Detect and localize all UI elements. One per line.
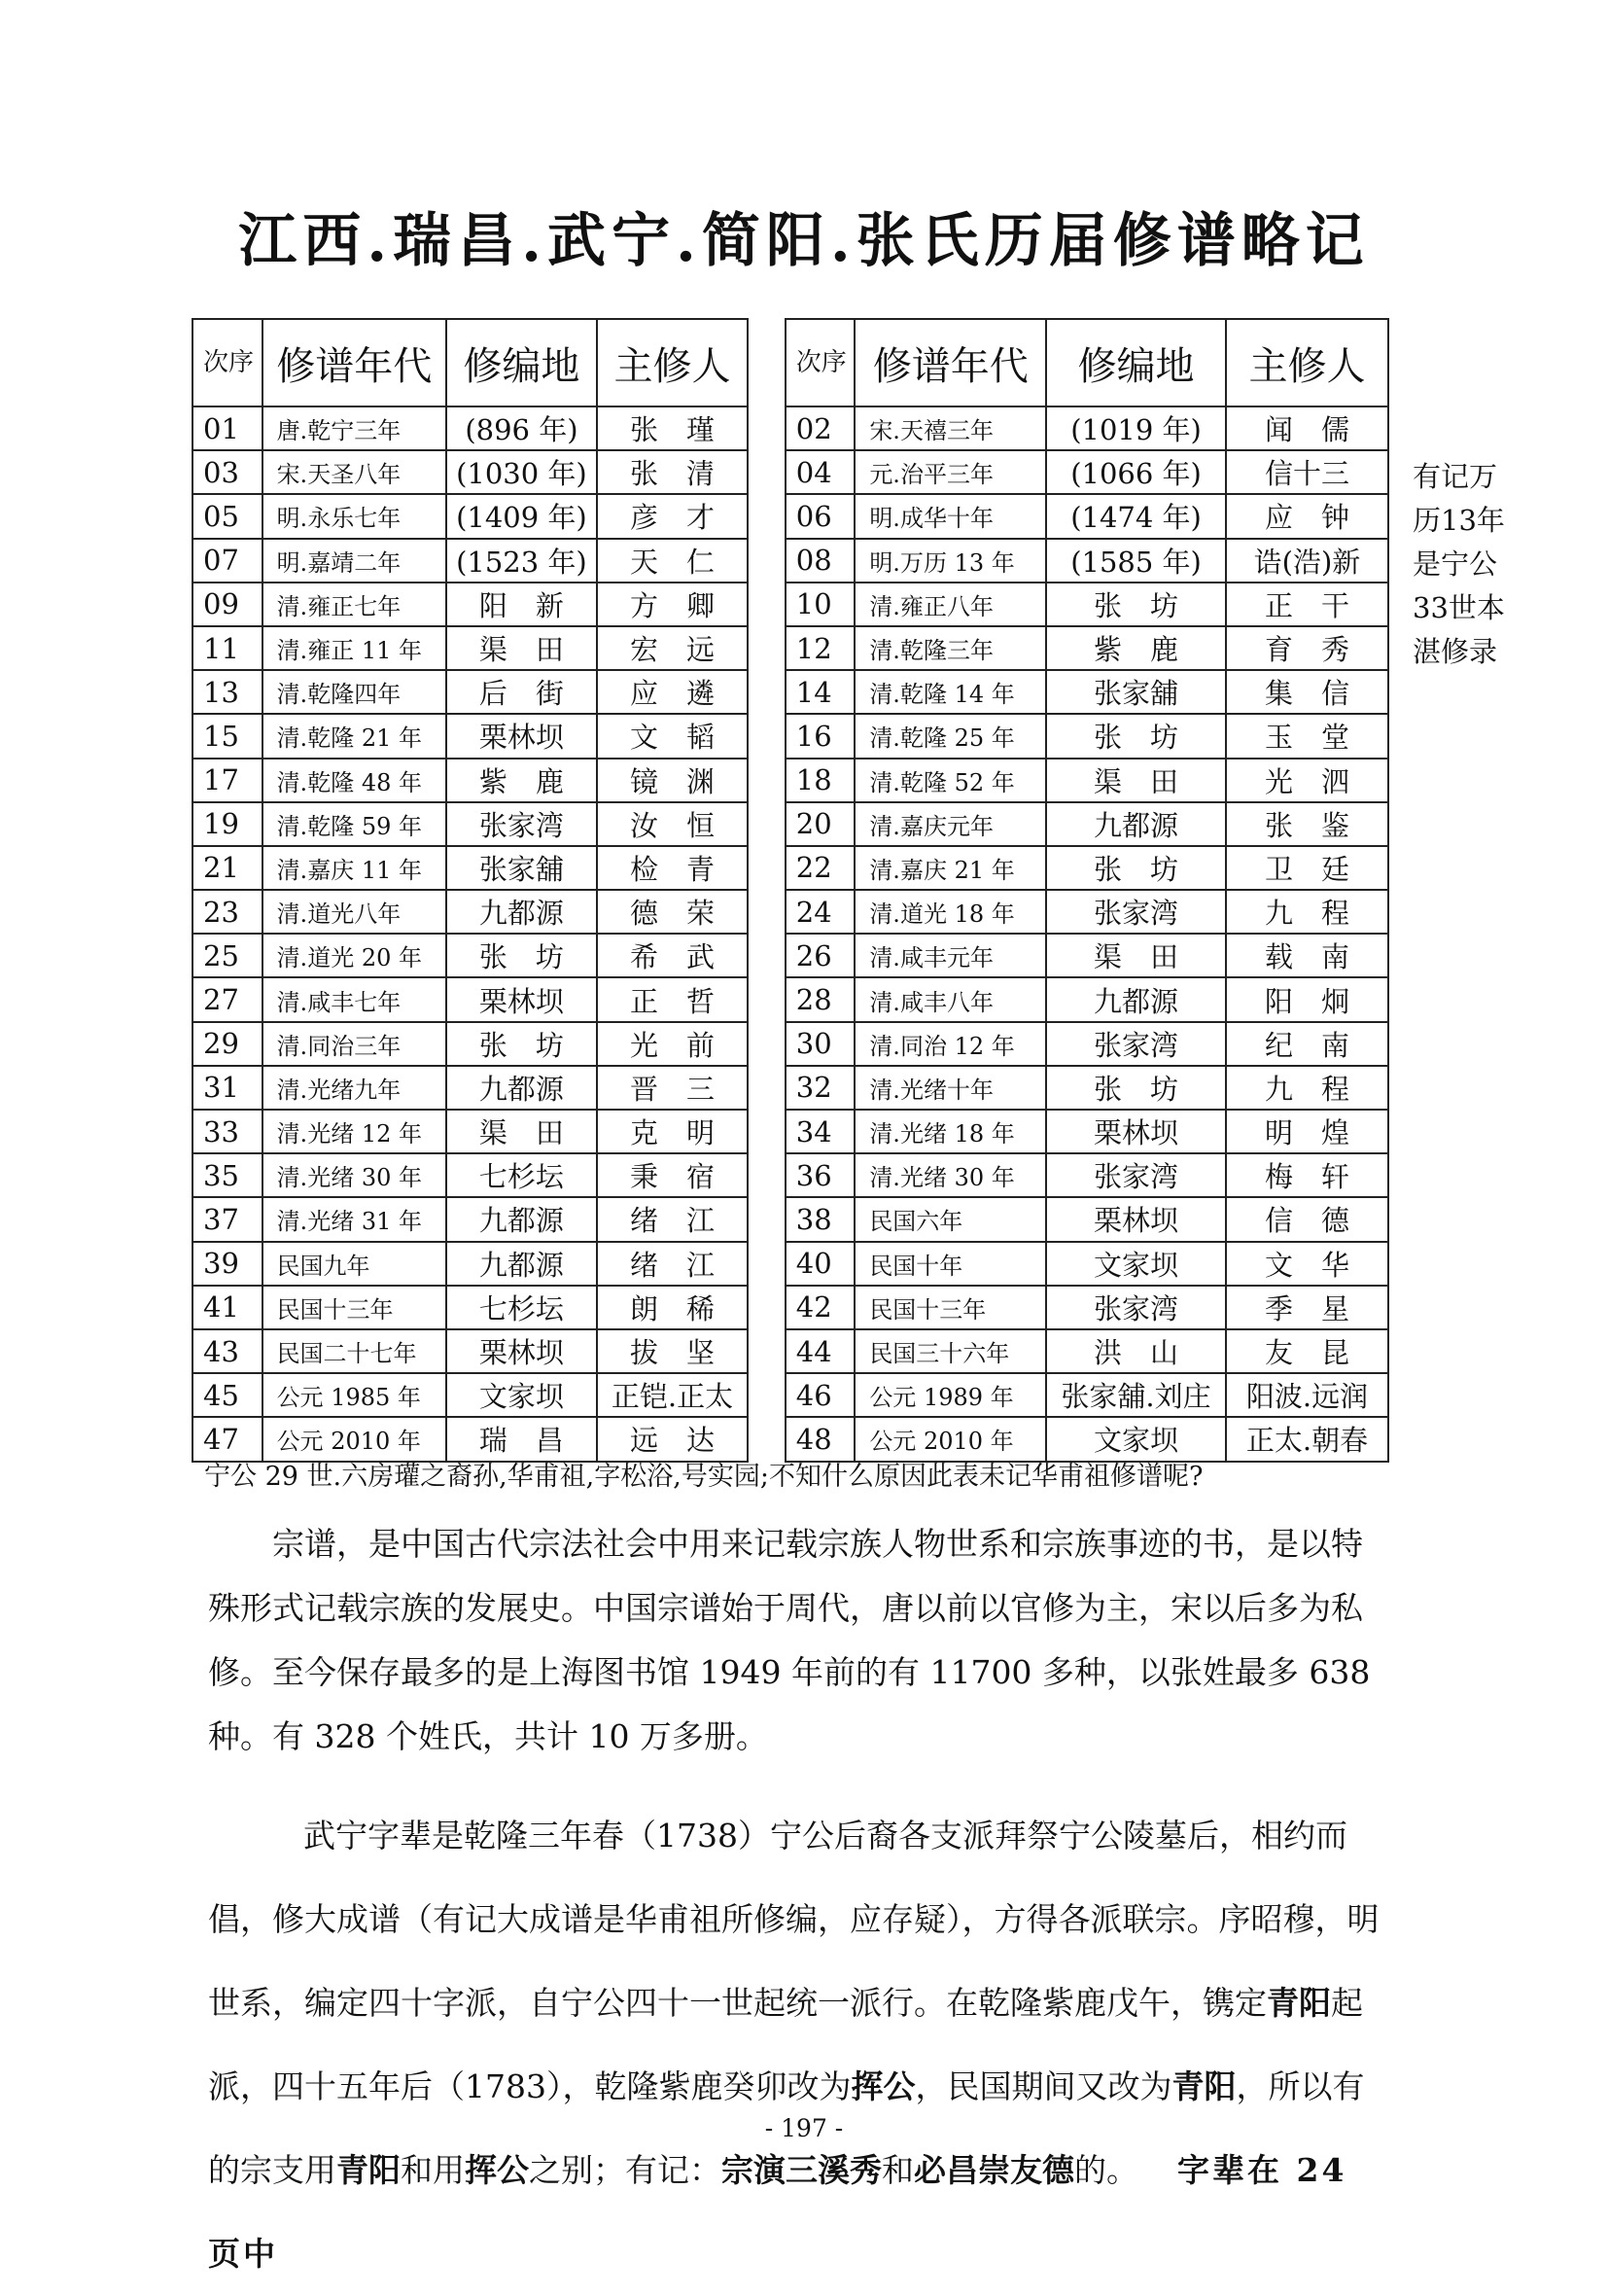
- seq-cell: 34: [786, 1110, 856, 1153]
- editor-cell: 季 星: [1226, 1286, 1388, 1329]
- place-cell: 文家坝: [1046, 1242, 1226, 1286]
- text-run: ，所以有的宗支用: [208, 2067, 1365, 2189]
- era-cell: 民国十年: [855, 1242, 1046, 1286]
- editor-cell: 克 明: [597, 1110, 748, 1153]
- place-cell: 渠 田: [1046, 759, 1226, 802]
- header-era: 修谱年代: [855, 319, 1046, 406]
- era-cell: 明.成华十年: [855, 494, 1046, 538]
- seq-cell: 02: [786, 406, 856, 450]
- seq-cell: 05: [192, 494, 262, 538]
- editor-cell: 拔 坚: [597, 1329, 748, 1373]
- era-cell: 清.道光八年: [262, 890, 446, 934]
- editor-cell: 诰(浩)新: [1226, 539, 1388, 583]
- era-cell: 清.咸丰元年: [855, 934, 1046, 977]
- table-row: [192, 759, 1388, 802]
- seq-cell: 27: [192, 977, 262, 1021]
- era-cell: 清.同治 12 年: [855, 1022, 1046, 1066]
- place-cell: 九都源: [446, 1242, 597, 1286]
- place-cell: 张家舖: [446, 846, 597, 890]
- table-gap: [748, 494, 786, 538]
- place-cell: 七杉坛: [446, 1153, 597, 1197]
- editor-cell: 文 华: [1226, 1242, 1388, 1286]
- era-cell: 清.光绪十年: [855, 1066, 1046, 1110]
- editor-cell: 晋 三: [597, 1066, 748, 1110]
- seq-cell: 15: [192, 714, 262, 758]
- table-row: [192, 977, 1388, 1021]
- era-cell: 清.咸丰八年: [855, 977, 1046, 1021]
- table-gap: [748, 1066, 786, 1110]
- editor-cell: 文 韬: [597, 714, 748, 758]
- table-row: [192, 1066, 1388, 1110]
- text-run: 之别；有记：: [529, 2151, 721, 2189]
- table-gap: [748, 583, 786, 626]
- table-gap: [748, 1329, 786, 1373]
- table-gap: [748, 1197, 786, 1241]
- table-gap: [748, 802, 786, 846]
- era-cell: 唐.乾宁三年: [262, 406, 446, 450]
- era-cell: 清.乾隆 52 年: [855, 759, 1046, 802]
- table-gap: [748, 977, 786, 1021]
- editor-cell: 秉 宿: [597, 1153, 748, 1197]
- table-row: [192, 406, 1388, 450]
- seq-cell: 25: [192, 934, 262, 977]
- place-cell: (1030 年): [446, 450, 597, 494]
- place-cell: 张 坊: [1046, 583, 1226, 626]
- era-cell: 明.万历 13 年: [855, 539, 1046, 583]
- place-cell: 紫 鹿: [446, 759, 597, 802]
- paragraph-generations: [208, 1794, 1384, 2296]
- place-cell: 洪 山: [1046, 1329, 1226, 1373]
- era-cell: 清.光绪 31 年: [262, 1197, 446, 1241]
- table-row: [192, 1373, 1388, 1417]
- table-row: [192, 714, 1388, 758]
- place-cell: 渠 田: [446, 1110, 597, 1153]
- seq-cell: 37: [192, 1197, 262, 1241]
- editor-cell: 梅 轩: [1226, 1153, 1388, 1197]
- seq-cell: 44: [786, 1329, 856, 1373]
- header-seq: 次序: [786, 319, 856, 406]
- place-cell: 张 坊: [446, 934, 597, 977]
- genealogy-table: [192, 318, 1389, 1463]
- bold-term: 挥公: [465, 2151, 529, 2189]
- era-cell: 清.光绪 12 年: [262, 1110, 446, 1153]
- place-cell: 张家湾: [1046, 1286, 1226, 1329]
- seq-cell: 19: [192, 802, 262, 846]
- editor-cell: 方 卿: [597, 583, 748, 626]
- seq-cell: 48: [786, 1417, 856, 1461]
- seq-cell: 32: [786, 1066, 856, 1110]
- place-cell: 张家舖: [1046, 670, 1226, 714]
- era-cell: 清.雍正七年: [262, 583, 446, 626]
- seq-cell: 17: [192, 759, 262, 802]
- editor-cell: 友 昆: [1226, 1329, 1388, 1373]
- place-cell: 张 坊: [1046, 1066, 1226, 1110]
- table-row: [192, 494, 1388, 538]
- editor-cell: 阳波.远润: [1226, 1373, 1388, 1417]
- seq-cell: 23: [192, 890, 262, 934]
- editor-cell: 信 德: [1226, 1197, 1388, 1241]
- paragraph-intro: 宗谱，是中国古代宗法社会中用来记载宗族人物世系和宗族事迹的书，是以特殊形式记载宗族的发展史。中国宗谱始于周代，唐以前以官修为主，宋以后多为私修。至今保存最多的是上海图书馆 1949 年前的有 11700 多种，以张姓最多 638 种。有 328 个姓氏，共计 10 万多册。: [208, 1525, 1371, 1755]
- side-note: 有记万历13年是宁公33世本湛修录: [1413, 460, 1505, 668]
- seq-cell: 46: [786, 1373, 856, 1417]
- bold-term: 挥公: [851, 2067, 916, 2105]
- editor-cell: 宏 远: [597, 626, 748, 670]
- seq-cell: 45: [192, 1373, 262, 1417]
- editor-cell: 朗 稀: [597, 1286, 748, 1329]
- era-cell: 清.光绪 18 年: [855, 1110, 1046, 1153]
- header-place: 修编地: [446, 319, 597, 406]
- editor-cell: 纪 南: [1226, 1022, 1388, 1066]
- place-cell: (1474 年): [1046, 494, 1226, 538]
- seq-cell: 29: [192, 1022, 262, 1066]
- editor-cell: 应 遴: [597, 670, 748, 714]
- table-gap: [748, 1022, 786, 1066]
- table-header-row: [192, 319, 1388, 406]
- editor-cell: 明 煌: [1226, 1110, 1388, 1153]
- table-row: [192, 626, 1388, 670]
- seq-cell: 26: [786, 934, 856, 977]
- era-cell: 民国三十六年: [855, 1329, 1046, 1373]
- seq-cell: 16: [786, 714, 856, 758]
- editor-cell: 九 程: [1226, 890, 1388, 934]
- seq-cell: 04: [786, 450, 856, 494]
- editor-cell: 彦 才: [597, 494, 748, 538]
- era-cell: 清.嘉庆元年: [855, 802, 1046, 846]
- place-cell: (896 年): [446, 406, 597, 450]
- text-run: 和用: [401, 2151, 465, 2189]
- place-cell: 栗林坝: [1046, 1197, 1226, 1241]
- editor-cell: 闻 儒: [1226, 406, 1388, 450]
- place-cell: 张 坊: [446, 1022, 597, 1066]
- page-reference-hint: 字辈在 24 页中: [208, 2151, 1347, 2273]
- table-gap: [748, 626, 786, 670]
- place-cell: 九都源: [1046, 802, 1226, 846]
- era-cell: 公元 2010 年: [855, 1417, 1046, 1461]
- place-cell: 七杉坛: [446, 1286, 597, 1329]
- table-row: [192, 1286, 1388, 1329]
- era-cell: 宋.天圣八年: [262, 450, 446, 494]
- table-gap: [748, 539, 786, 583]
- seq-cell: 38: [786, 1197, 856, 1241]
- table-row: [192, 890, 1388, 934]
- place-cell: (1019 年): [1046, 406, 1226, 450]
- era-cell: 清.乾隆 14 年: [855, 670, 1046, 714]
- seq-cell: 08: [786, 539, 856, 583]
- seq-cell: 10: [786, 583, 856, 626]
- seq-cell: 22: [786, 846, 856, 890]
- editor-cell: 德 荣: [597, 890, 748, 934]
- editor-cell: 希 武: [597, 934, 748, 977]
- table-row: [192, 1242, 1388, 1286]
- editor-cell: 张 清: [597, 450, 748, 494]
- era-cell: 清.道光 20 年: [262, 934, 446, 977]
- editor-cell: 汝 恒: [597, 802, 748, 846]
- table-gap: [748, 759, 786, 802]
- place-cell: 张家湾: [1046, 1153, 1226, 1197]
- seq-cell: 40: [786, 1242, 856, 1286]
- editor-cell: 天 仁: [597, 539, 748, 583]
- era-cell: 清.雍正 11 年: [262, 626, 446, 670]
- place-cell: 渠 田: [446, 626, 597, 670]
- bold-term: 青阳: [1171, 2067, 1237, 2105]
- table-gap: [748, 1110, 786, 1153]
- era-cell: 明.嘉靖二年: [262, 539, 446, 583]
- seq-cell: 21: [192, 846, 262, 890]
- era-cell: 清.乾隆 48 年: [262, 759, 446, 802]
- era-cell: 清.嘉庆 11 年: [262, 846, 446, 890]
- editor-cell: 卫 廷: [1226, 846, 1388, 890]
- era-cell: 民国十三年: [855, 1286, 1046, 1329]
- place-cell: 九都源: [446, 1197, 597, 1241]
- place-cell: (1066 年): [1046, 450, 1226, 494]
- text-run: ，民国期间又改为: [915, 2067, 1172, 2105]
- table-row: [192, 1153, 1388, 1197]
- era-cell: 宋.天禧三年: [855, 406, 1046, 450]
- seq-cell: 28: [786, 977, 856, 1021]
- place-cell: 张家湾: [1046, 890, 1226, 934]
- seq-cell: 43: [192, 1329, 262, 1373]
- seq-cell: 12: [786, 626, 856, 670]
- table-row: [192, 802, 1388, 846]
- page-title: 江西.瑞昌.武宁.简阳.张氏历届修谱略记: [238, 207, 1370, 275]
- editor-cell: 正 干: [1226, 583, 1388, 626]
- place-cell: 栗林坝: [446, 977, 597, 1021]
- place-cell: (1409 年): [446, 494, 597, 538]
- seq-cell: 13: [192, 670, 262, 714]
- table-row: [192, 670, 1388, 714]
- text-run: 武宁字辈是乾隆三年春（1738）宁公后裔各支派拜祭宁公陵墓后，相约而倡，修大成谱（有记大成谱是华甫祖所修编，应存疑），方得各派联宗。序昭穆，明世系，编定四十字派，自宁公四十一世起统一派行。在乾隆紫鹿戊午，镌定: [208, 1817, 1380, 2022]
- era-cell: 清.雍正八年: [855, 583, 1046, 626]
- editor-cell: 玉 堂: [1226, 714, 1388, 758]
- era-cell: 清.光绪 30 年: [855, 1153, 1046, 1197]
- page-number: - 197 -: [764, 2114, 844, 2142]
- table-row: [192, 1329, 1388, 1373]
- era-cell: 清.同治三年: [262, 1022, 446, 1066]
- seq-cell: 42: [786, 1286, 856, 1329]
- table-row: [192, 1022, 1388, 1066]
- editor-cell: 育 秀: [1226, 626, 1388, 670]
- place-cell: 阳 新: [446, 583, 597, 626]
- bold-term: 必昌崇友德: [914, 2151, 1074, 2189]
- place-cell: 紫 鹿: [1046, 626, 1226, 670]
- seq-cell: 14: [786, 670, 856, 714]
- era-cell: 清.光绪九年: [262, 1066, 446, 1110]
- table-row: [192, 846, 1388, 890]
- editor-cell: 阳 炯: [1226, 977, 1388, 1021]
- place-cell: 栗林坝: [1046, 1110, 1226, 1153]
- era-cell: 清.乾隆 25 年: [855, 714, 1046, 758]
- era-cell: 清.嘉庆 21 年: [855, 846, 1046, 890]
- era-cell: 民国六年: [855, 1197, 1046, 1241]
- era-cell: 清.咸丰七年: [262, 977, 446, 1021]
- place-cell: 张家舖.刘庄: [1046, 1373, 1226, 1417]
- table-gap: [748, 1286, 786, 1329]
- era-cell: 明.永乐七年: [262, 494, 446, 538]
- table-gap: [748, 1242, 786, 1286]
- place-cell: 栗林坝: [446, 714, 597, 758]
- editor-cell: 九 程: [1226, 1066, 1388, 1110]
- seq-cell: 47: [192, 1417, 262, 1461]
- table-row: [192, 583, 1388, 626]
- editor-cell: 正铠.正太: [597, 1373, 748, 1417]
- bold-term: 青阳: [336, 2151, 401, 2189]
- table-row: [192, 934, 1388, 977]
- bold-term: 青阳: [1267, 1984, 1331, 2022]
- place-cell: 张家湾: [1046, 1022, 1226, 1066]
- era-cell: 公元 2010 年: [262, 1417, 446, 1461]
- place-cell: 张 坊: [1046, 714, 1226, 758]
- seq-cell: 11: [192, 626, 262, 670]
- table-gap: [748, 846, 786, 890]
- era-cell: 清.光绪 30 年: [262, 1153, 446, 1197]
- place-cell: 瑞 昌: [446, 1417, 597, 1461]
- place-cell: 栗林坝: [446, 1329, 597, 1373]
- table-gap: [748, 1373, 786, 1417]
- editor-cell: 信十三: [1226, 450, 1388, 494]
- place-cell: 张家湾: [446, 802, 597, 846]
- header-editor: 主修人: [1226, 319, 1388, 406]
- seq-cell: 03: [192, 450, 262, 494]
- table-row: [192, 450, 1388, 494]
- header-place: 修编地: [1046, 319, 1226, 406]
- seq-cell: 01: [192, 406, 262, 450]
- era-cell: 民国九年: [262, 1242, 446, 1286]
- editor-cell: 绪 江: [597, 1242, 748, 1286]
- bold-term: 宗演三溪秀: [721, 2151, 882, 2189]
- place-cell: 九都源: [446, 890, 597, 934]
- editor-cell: 绪 江: [597, 1197, 748, 1241]
- editor-cell: 正太.朝春: [1226, 1417, 1388, 1461]
- seq-cell: 31: [192, 1066, 262, 1110]
- editor-cell: 远 达: [597, 1417, 748, 1461]
- editor-cell: 载 南: [1226, 934, 1388, 977]
- editor-cell: 应 钟: [1226, 494, 1388, 538]
- place-cell: 文家坝: [446, 1373, 597, 1417]
- seq-cell: 20: [786, 802, 856, 846]
- era-cell: 公元 1985 年: [262, 1373, 446, 1417]
- table-row: [192, 1197, 1388, 1241]
- editor-cell: 光 前: [597, 1022, 748, 1066]
- place-cell: 后 街: [446, 670, 597, 714]
- editor-cell: 张 鉴: [1226, 802, 1388, 846]
- seq-cell: 30: [786, 1022, 856, 1066]
- seq-cell: 18: [786, 759, 856, 802]
- place-cell: (1585 年): [1046, 539, 1226, 583]
- seq-cell: 39: [192, 1242, 262, 1286]
- table-gap: [748, 890, 786, 934]
- editor-cell: 镜 渊: [597, 759, 748, 802]
- table-gap: [748, 450, 786, 494]
- era-cell: 民国十三年: [262, 1286, 446, 1329]
- table-row: [192, 539, 1388, 583]
- table-gap: [748, 934, 786, 977]
- text-run: 起派，四十五年后（1783），乾隆紫鹿癸卯改为: [208, 1984, 1363, 2105]
- place-cell: 张 坊: [1046, 846, 1226, 890]
- era-cell: 民国二十七年: [262, 1329, 446, 1373]
- place-cell: 九都源: [1046, 977, 1226, 1021]
- place-cell: 九都源: [446, 1066, 597, 1110]
- seq-cell: 24: [786, 890, 856, 934]
- seq-cell: 35: [192, 1153, 262, 1197]
- era-cell: 公元 1989 年: [855, 1373, 1046, 1417]
- seq-cell: 06: [786, 494, 856, 538]
- seq-cell: 33: [192, 1110, 262, 1153]
- era-cell: 清.乾隆 59 年: [262, 802, 446, 846]
- table-gap: [748, 406, 786, 450]
- table-gap: [748, 1153, 786, 1197]
- editor-cell: 张 瑾: [597, 406, 748, 450]
- era-cell: 清.乾隆三年: [855, 626, 1046, 670]
- editor-cell: 光 泗: [1226, 759, 1388, 802]
- table-gap: [748, 319, 786, 406]
- text-run: 和: [882, 2151, 914, 2189]
- era-cell: 清.乾隆四年: [262, 670, 446, 714]
- place-cell: (1523 年): [446, 539, 597, 583]
- editor-cell: 正 哲: [597, 977, 748, 1021]
- table-row: [192, 1110, 1388, 1153]
- place-cell: 文家坝: [1046, 1417, 1226, 1461]
- table-gap: [748, 714, 786, 758]
- header-seq: 次序: [192, 319, 262, 406]
- editor-cell: 检 青: [597, 846, 748, 890]
- seq-cell: 36: [786, 1153, 856, 1197]
- place-cell: 渠 田: [1046, 934, 1226, 977]
- text-run: 的。: [1074, 2151, 1138, 2189]
- header-era: 修谱年代: [262, 319, 446, 406]
- seq-cell: 09: [192, 583, 262, 626]
- table-gap: [748, 670, 786, 714]
- era-cell: 清.道光 18 年: [855, 890, 1046, 934]
- editor-cell: 集 信: [1226, 670, 1388, 714]
- seq-cell: 41: [192, 1286, 262, 1329]
- era-cell: 元.治平三年: [855, 450, 1046, 494]
- header-editor: 主修人: [597, 319, 748, 406]
- seq-cell: 07: [192, 539, 262, 583]
- footnote: 宁公 29 世.六房瓘之裔孙,华甫祖,字松浴,号实园;不知什么原因此表未记华甫祖修谱呢?: [204, 1462, 1204, 1492]
- era-cell: 清.乾隆 21 年: [262, 714, 446, 758]
